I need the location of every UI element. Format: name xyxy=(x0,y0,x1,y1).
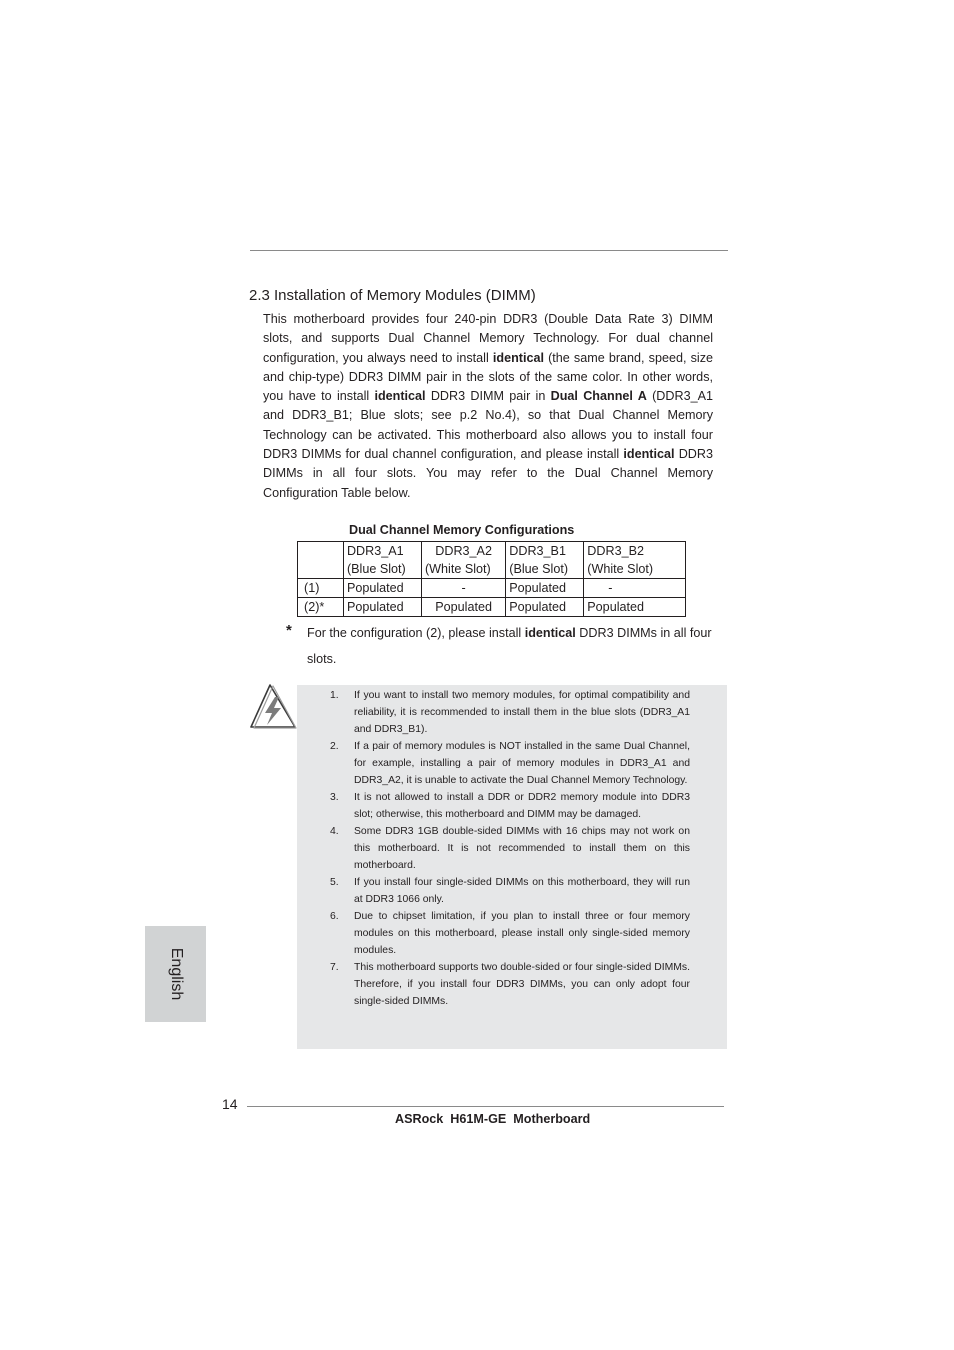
table-cell: Populated xyxy=(343,579,421,598)
header-slot-cell: DDR3_B2 xyxy=(584,542,686,561)
header-slot-cell: DDR3_A1 xyxy=(343,542,421,561)
intro-text: (DDR3_A1 and DDR3_B1; Blue slots; see p.2 No.4), so that Dual Channel Memory Technology can be activated. This motherboard also allows you to install four DDR3 DIMMs for dual channel configuration, and please install xyxy=(263,389,713,462)
notes-box xyxy=(297,685,727,1049)
table-cell: Populated xyxy=(506,598,584,617)
note-number: 1. xyxy=(330,690,339,701)
warning-lightning-icon xyxy=(248,683,298,731)
footnote-marker: * xyxy=(286,622,292,639)
header-color-cell: (White Slot) xyxy=(584,560,686,579)
section-title: 2.3 Installation of Memory Modules (DIMM) xyxy=(249,287,536,304)
table-cell: Populated xyxy=(343,598,421,617)
row-label-cell: (2)* xyxy=(298,598,344,617)
footnote-text: For the configuration (2), please install xyxy=(307,626,525,640)
note-text: Due to chipset limitation, if you plan to install three or four memory modules on this motherboard, please install only single-sided memory modules. xyxy=(354,911,690,956)
note-text: If a pair of memory modules is NOT installed in the same Dual Channel, for example, installing a pair of memory modules in DDR3_A1 and DDR3_A2, it is unable to activate the Dual Channel Memory Technology. xyxy=(354,741,690,786)
table-cell: Populated xyxy=(506,579,584,598)
top-divider xyxy=(250,250,728,251)
intro-text: (the same brand, speed, size and chip-type) DDR3 DIMM pair in the slots of the same color. In other words, you have to install xyxy=(263,350,713,404)
note-number: 7. xyxy=(330,962,339,973)
table-row xyxy=(298,579,686,598)
note-text: Some DDR3 1GB double-sided DIMMs with 16 chips may not work on this motherboard. It is not recommended to install them on this motherboard. xyxy=(354,826,690,871)
note-number: 3. xyxy=(330,792,339,803)
table-cell: - xyxy=(584,579,686,598)
list-item xyxy=(297,738,727,789)
note-number: 5. xyxy=(330,877,339,888)
table-corner-cell xyxy=(298,542,344,561)
header-color-cell: (Blue Slot) xyxy=(343,560,421,579)
language-tab-label: English xyxy=(167,947,185,1001)
intro-text: This motherboard provides four 240-pin DDR3 (Double Data Rate 3) DIMM slots, and supports Dual Channel Memory Technology. For dual channel configuration, you always need to install xyxy=(263,312,713,365)
table-row xyxy=(298,598,686,617)
intro-bold: Dual Channel A xyxy=(550,389,647,404)
header-color-cell: (Blue Slot) xyxy=(506,560,584,579)
table-caption: Dual Channel Memory Configurations xyxy=(349,523,575,537)
note-number: 6. xyxy=(330,911,339,922)
intro-bold: identical xyxy=(492,350,544,365)
list-item xyxy=(297,789,727,823)
notes-list xyxy=(297,687,727,1010)
list-item xyxy=(297,687,727,738)
note-number: 2. xyxy=(330,741,339,752)
table-cell: - xyxy=(421,579,505,598)
note-text: If you want to install two memory modules, for optimal compatibility and reliability, it is recommended to install them in the blue slots (DDR3_A1 and DDR3_B1). xyxy=(354,690,690,735)
footnote xyxy=(307,620,727,672)
page-number: 14 xyxy=(222,1096,238,1112)
note-number: 4. xyxy=(330,826,339,837)
note-text: If you install four single-sided DIMMs on this motherboard, they will run at DDR3 1066 only. xyxy=(354,877,690,905)
intro-text: DDR3 DIMM pair in xyxy=(425,389,551,404)
row-label-cell: (1) xyxy=(298,579,344,598)
intro-paragraph xyxy=(263,310,713,503)
table-header-color-row xyxy=(298,560,686,579)
header-color-cell: (White Slot) xyxy=(421,560,505,579)
table-corner-cell xyxy=(298,560,344,579)
memory-config-table xyxy=(297,541,686,617)
footer-title: ASRock H61M-GE Motherboard xyxy=(395,1112,591,1126)
list-item xyxy=(297,959,727,1010)
intro-bold: identical xyxy=(374,389,426,404)
list-item xyxy=(297,823,727,874)
table-header-row xyxy=(298,542,686,561)
header-slot-cell: DDR3_A2 xyxy=(421,542,505,561)
table-cell: Populated xyxy=(584,598,686,617)
intro-text: DDR3 DIMMs in all four slots. You may refer to the Dual Channel Memory Configuration Table below. xyxy=(263,447,713,500)
list-item xyxy=(297,908,727,959)
list-item xyxy=(297,874,727,908)
header-slot-cell: DDR3_B1 xyxy=(506,542,584,561)
note-text: It is not allowed to install a DDR or DDR2 memory module into DDR3 slot; otherwise, this motherboard and DIMM may be damaged. xyxy=(354,792,690,820)
note-text: This motherboard supports two double-sided or four single-sided DIMMs. Therefore, if you install four DDR3 DIMMs, you can only adopt four single-sided DIMMs. xyxy=(354,962,690,1007)
footnote-text: DDR3 DIMMs in all four slots. xyxy=(307,626,712,666)
bottom-divider xyxy=(247,1106,724,1107)
footnote-bold: identical xyxy=(524,626,576,640)
language-tab xyxy=(145,926,206,1022)
intro-bold: identical xyxy=(623,447,675,462)
table-cell: Populated xyxy=(421,598,505,617)
